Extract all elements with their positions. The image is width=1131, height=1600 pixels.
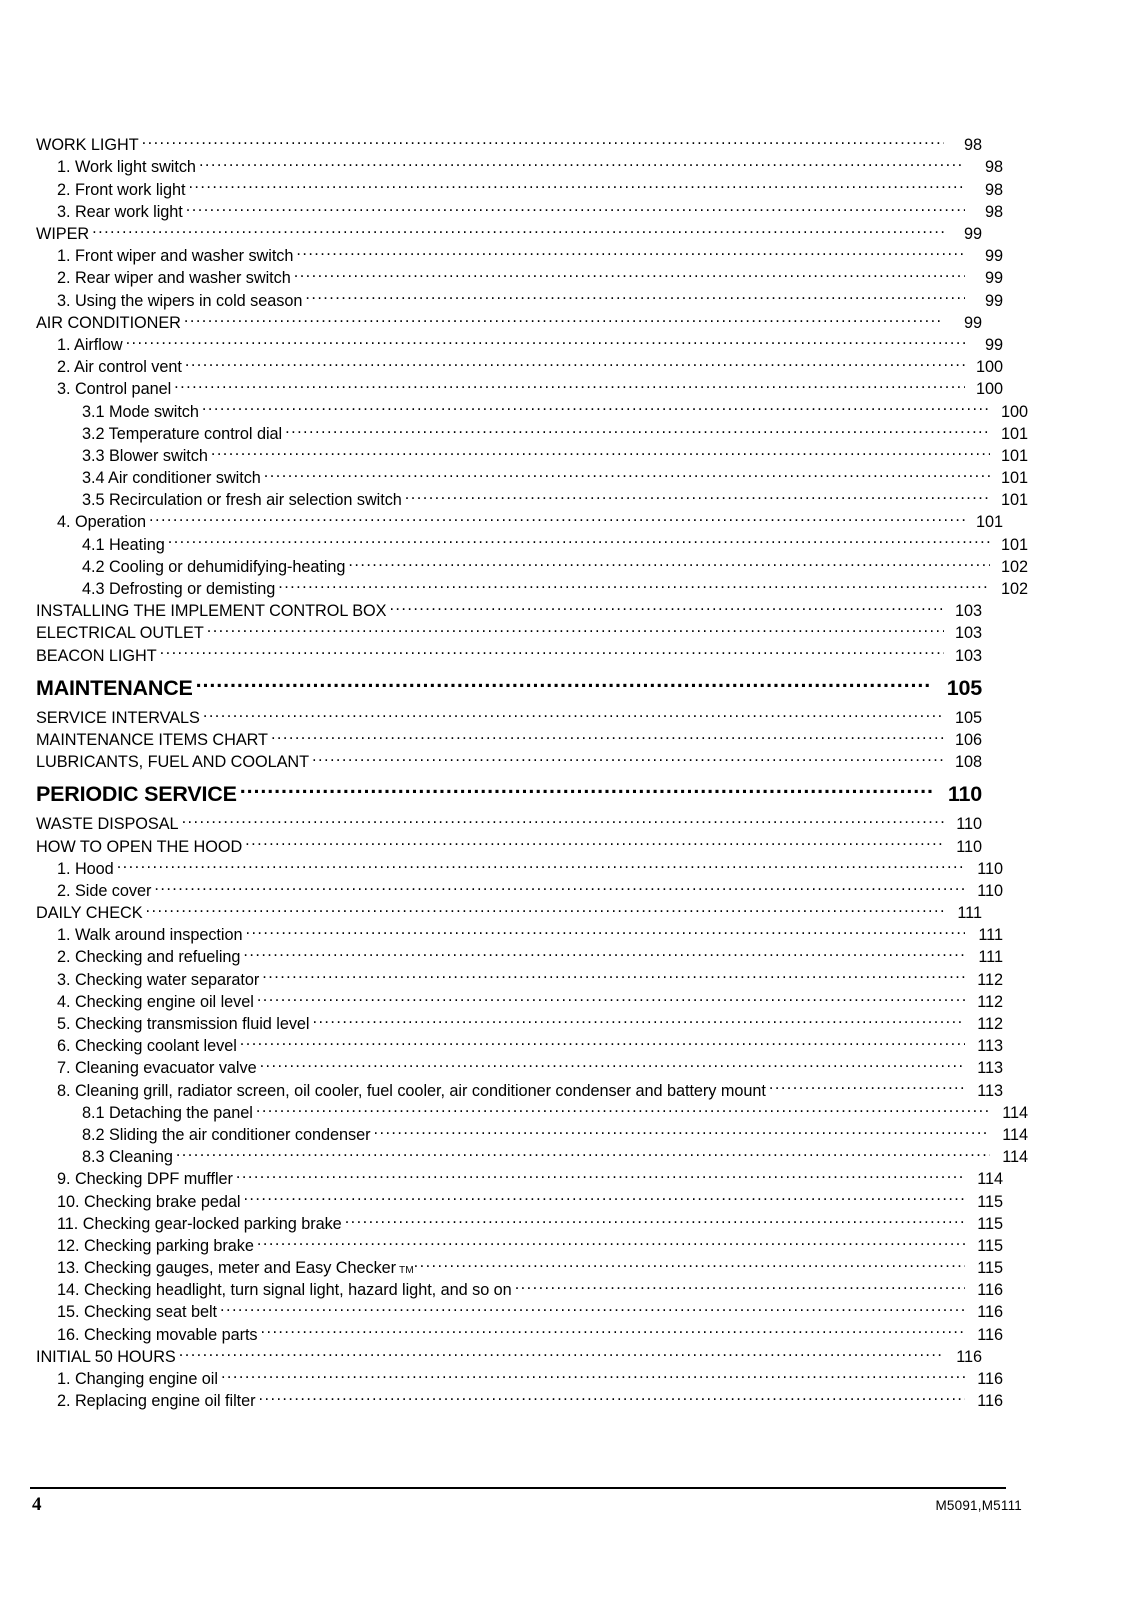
- toc-dot-leader: [515, 1279, 965, 1295]
- toc-entry-row[interactable]: [36, 644, 982, 666]
- toc-dot-leader: [236, 1168, 965, 1184]
- toc-entry-label: BEACON LIGHT: [36, 646, 157, 665]
- toc-entry-row[interactable]: [36, 1190, 1003, 1212]
- toc-entry-label: 2. Front work light: [57, 180, 186, 199]
- toc-entry-row[interactable]: [36, 422, 1028, 444]
- toc-entry-page-number: 111: [957, 904, 982, 923]
- toc-dot-leader: [389, 600, 944, 616]
- toc-entry-row[interactable]: [36, 201, 1003, 223]
- toc-entry-label: 1. Airflow: [57, 335, 123, 354]
- toc-entry-page-number: 99: [984, 335, 1003, 354]
- toc-dot-leader: [257, 1235, 965, 1251]
- toc-entry-page-number: 115: [977, 1236, 1003, 1255]
- toc-entry-label: 8.1 Detaching the panel: [82, 1103, 253, 1122]
- toc-entry-label: 13. Checking gauges, meter and Easy Checker: [57, 1259, 397, 1278]
- toc-dot-leader: [262, 968, 965, 984]
- toc-entry-page-number: 103: [954, 646, 982, 665]
- toc-entry-page-number: 100: [1000, 402, 1028, 421]
- toc-entry-page-number: 114: [1002, 1148, 1028, 1167]
- toc-entry-page-number: 116: [977, 1303, 1003, 1322]
- toc-dot-leader: [207, 622, 944, 638]
- toc-entry-row[interactable]: [36, 1168, 1003, 1190]
- toc-entry-row[interactable]: [36, 334, 1003, 356]
- toc-dot-leader: [294, 267, 965, 283]
- toc-entry-label: LUBRICANTS, FUEL AND COOLANT: [36, 753, 310, 772]
- toc-entry-label: 3. Control panel: [57, 380, 172, 399]
- toc-entry-page-number: 114: [1002, 1125, 1028, 1144]
- footer-page-number: 4: [32, 1494, 42, 1515]
- toc-entry-page-number: 98: [984, 158, 1003, 177]
- toc-entry-label: 5. Checking transmission fluid level: [57, 1015, 310, 1034]
- toc-dot-leader: [245, 835, 944, 851]
- toc-dot-leader: [211, 445, 990, 461]
- toc-entry-row[interactable]: [36, 312, 982, 334]
- toc-entry-label: WASTE DISPOSAL: [36, 815, 179, 834]
- toc-entry-label: 8.2 Sliding the air conditioner condenser: [82, 1125, 371, 1144]
- toc-entry-row[interactable]: [36, 1346, 982, 1368]
- toc-entry-page-number: 103: [954, 624, 982, 643]
- toc-entry-row[interactable]: [36, 880, 1003, 902]
- toc-entry-label: ELECTRICAL OUTLET: [36, 624, 204, 643]
- toc-dot-leader: [196, 673, 932, 695]
- toc-dot-leader: [202, 400, 990, 416]
- toc-dot-leader: [92, 223, 944, 239]
- toc-entry-label: 12. Checking parking brake: [57, 1236, 254, 1255]
- toc-entry-row[interactable]: [36, 1301, 1003, 1323]
- toc-dot-leader: [285, 422, 990, 438]
- toc-entry-row[interactable]: [36, 178, 1003, 200]
- toc-entry-row[interactable]: [36, 1079, 1003, 1101]
- toc-entry-page-number: 111: [978, 926, 1003, 945]
- toc-entry-label: 16. Checking movable parts: [57, 1325, 258, 1344]
- toc-dot-leader: [203, 707, 944, 723]
- toc-entry-label: SERVICE INTERVALS: [36, 708, 200, 727]
- toc-entry-page-number: 105: [946, 675, 982, 700]
- toc-dot-leader: [414, 1257, 965, 1273]
- toc-entry-label: 9. Checking DPF muffler: [57, 1170, 233, 1189]
- toc-entry-row[interactable]: 13. Checking gauges, meter and Easy Checker TM ..... 115: [36, 1257, 1003, 1279]
- toc-entry-row[interactable]: [36, 1057, 1003, 1079]
- toc-dot-leader: [257, 991, 965, 1007]
- toc-entry-label: 7. Cleaning evacuator valve: [57, 1059, 257, 1078]
- toc-entry-label: DAILY CHECK: [36, 904, 143, 923]
- toc-entry-page-number: 108: [954, 753, 982, 772]
- toc-chapter-row[interactable]: [36, 673, 982, 703]
- toc-entry-page-number: 116: [956, 1347, 982, 1366]
- toc-entry-page-number: 110: [956, 837, 982, 856]
- toc-entry-page-number: 110: [977, 859, 1003, 878]
- toc-entry-label: 2. Replacing engine oil filter: [57, 1392, 256, 1411]
- toc-dot-leader: [260, 1057, 965, 1073]
- toc-entry-page-number: 116: [977, 1281, 1003, 1300]
- toc-entry-row[interactable]: [36, 356, 1003, 378]
- toc-entry-label: 3.5 Recirculation or fresh air selection switch: [82, 491, 402, 510]
- toc-entry-page-number: 114: [977, 1170, 1003, 1189]
- toc-entry-page-number: 116: [977, 1370, 1003, 1389]
- toc-entry-page-number: 100: [975, 380, 1003, 399]
- toc-entry-label: WORK LIGHT: [36, 136, 139, 155]
- toc-entry-page-number: 101: [1000, 469, 1028, 488]
- toc-entry-label: 10. Checking brake pedal: [57, 1192, 241, 1211]
- toc-entry-page-number: 102: [1000, 580, 1028, 599]
- toc-dot-leader: [259, 1390, 965, 1406]
- toc-entry-page-number: 110: [947, 782, 982, 807]
- toc-dot-leader: [146, 902, 944, 918]
- toc-dot-leader: [296, 245, 965, 261]
- toc-dot-leader: [405, 489, 990, 505]
- toc-entry-label: 15. Checking seat belt: [57, 1303, 218, 1322]
- toc-entry-row[interactable]: [36, 267, 1003, 289]
- toc-entry-row[interactable]: [36, 489, 1028, 511]
- toc-entry-page-number: 101: [975, 513, 1003, 532]
- toc-dot-leader: [245, 924, 965, 940]
- toc-entry-page-number: 113: [977, 1037, 1003, 1056]
- toc-entry-page-number: 114: [1002, 1103, 1028, 1122]
- toc-entry-label: 4.2 Cooling or dehumidifying-heating: [82, 557, 346, 576]
- toc-entry-label: 4. Operation: [57, 513, 147, 532]
- toc-dot-leader: [126, 334, 965, 350]
- toc-entry-row[interactable]: [36, 400, 1028, 422]
- toc-entry-row[interactable]: [36, 1124, 1028, 1146]
- toc-dot-leader: [199, 156, 965, 172]
- toc-entry-label: 3.2 Temperature control dial: [82, 424, 283, 443]
- toc-entry-page-number: 99: [984, 269, 1003, 288]
- toc-entry-page-number: 99: [984, 247, 1003, 266]
- toc-entry-page-number: 101: [1000, 491, 1028, 510]
- toc-dot-leader: [345, 1212, 965, 1228]
- toc-entry-page-number: 112: [977, 970, 1003, 989]
- toc-entry-page-number: 115: [977, 1192, 1003, 1211]
- toc-entry-row[interactable]: [36, 289, 1003, 311]
- toc-entry-page-number: 99: [984, 291, 1003, 310]
- toc-dot-leader: [256, 1102, 990, 1118]
- toc-entry-row[interactable]: [36, 533, 1028, 555]
- toc-dot-leader: [176, 1146, 990, 1162]
- toc-entry-label: 14. Checking headlight, turn signal light, hazard light, and so on: [57, 1281, 512, 1300]
- toc-dot-leader: [264, 467, 990, 483]
- toc-entry-row[interactable]: [36, 707, 982, 729]
- toc-entry-page-number: 99: [963, 225, 982, 244]
- toc-entry-label: 2. Rear wiper and washer switch: [57, 269, 291, 288]
- toc-dot-leader: [168, 533, 990, 549]
- toc-entry-row[interactable]: [36, 223, 982, 245]
- toc-dot-leader: [769, 1079, 965, 1095]
- toc-entry-row[interactable]: [36, 946, 1003, 968]
- toc-dot-leader: [240, 1035, 965, 1051]
- toc-entry-label: INSTALLING THE IMPLEMENT CONTROL BOX: [36, 602, 387, 621]
- toc-dot-leader: [179, 1346, 944, 1362]
- toc-entry-page-number: 101: [1000, 535, 1028, 554]
- toc-entry-row[interactable]: [36, 134, 982, 156]
- toc-entry-row[interactable]: [36, 1212, 1003, 1234]
- toc-entry-page-number: 98: [963, 136, 982, 155]
- toc-dot-leader: [243, 946, 965, 962]
- toc-entry-row[interactable]: [36, 156, 1003, 178]
- toc-dot-leader: [184, 312, 944, 328]
- toc-entry-label: 1. Changing engine oil: [57, 1370, 218, 1389]
- toc-entry-row[interactable]: [36, 835, 982, 857]
- toc-entry-label: WIPER: [36, 225, 90, 244]
- toc-entry-label: 3. Rear work light: [57, 202, 183, 221]
- toc-dot-leader: [160, 644, 944, 660]
- footer-divider: [30, 1487, 1006, 1489]
- toc-entry-page-number: 110: [956, 815, 982, 834]
- toc-entry-page-number: 116: [977, 1392, 1003, 1411]
- toc-entry-page-number: 116: [977, 1325, 1003, 1344]
- toc-entry-label: MAINTENANCE: [36, 675, 193, 700]
- toc-dot-leader: [278, 578, 990, 594]
- toc-entry-label: 1. Work light switch: [57, 158, 196, 177]
- toc-entry-page-number: 113: [977, 1059, 1003, 1078]
- toc-entry-label: 3.1 Mode switch: [82, 402, 199, 421]
- toc-entry-row[interactable]: [36, 1368, 1003, 1390]
- toc-entry-label: 1. Walk around inspection: [57, 926, 243, 945]
- toc-entry-row[interactable]: [36, 968, 1003, 990]
- toc-dot-leader: [243, 1190, 965, 1206]
- toc-entry-page-number: 112: [977, 1015, 1003, 1034]
- toc-entry-label: 3.4 Air conditioner switch: [82, 469, 261, 488]
- table-of-contents: [36, 134, 1028, 1412]
- toc-entry-row[interactable]: [36, 1013, 1003, 1035]
- toc-entry-page-number: 115: [977, 1259, 1003, 1278]
- toc-entry-row[interactable]: [36, 1102, 1028, 1124]
- toc-entry-label: 3. Checking water separator: [57, 970, 260, 989]
- toc-entry-page-number: 111: [978, 948, 1003, 967]
- toc-entry-row[interactable]: [36, 857, 1003, 879]
- toc-entry-row[interactable]: [36, 556, 1028, 578]
- toc-entry-label: PERIODIC SERVICE: [36, 782, 237, 807]
- toc-entry-page-number: 105: [954, 708, 982, 727]
- toc-entry-label: 4. Checking engine oil level: [57, 992, 254, 1011]
- toc-entry-label: 3.3 Blower switch: [82, 446, 208, 465]
- toc-dot-leader: [271, 729, 944, 745]
- toc-entry-row[interactable]: [36, 1235, 1003, 1257]
- toc-entry-label: 1. Front wiper and washer switch: [57, 247, 294, 266]
- toc-entry-page-number: 100: [975, 358, 1003, 377]
- toc-entry-row[interactable]: [36, 902, 982, 924]
- toc-dot-leader: [154, 880, 965, 896]
- toc-entry-page-number: 115: [977, 1214, 1003, 1233]
- toc-entry-page-number: 102: [1000, 557, 1028, 576]
- toc-entry-label: 6. Checking coolant level: [57, 1037, 237, 1056]
- toc-entry-page-number: 113: [977, 1081, 1003, 1100]
- toc-entry-row[interactable]: [36, 1035, 1003, 1057]
- toc-entry-page-number: 98: [984, 202, 1003, 221]
- toc-dot-leader: [149, 511, 965, 527]
- toc-entry-label: 4.1 Heating: [82, 535, 165, 554]
- toc-entry-row[interactable]: [36, 1279, 1003, 1301]
- toc-dot-leader: [221, 1368, 965, 1384]
- toc-entry-page-number: 98: [984, 180, 1003, 199]
- toc-dot-leader: [117, 857, 965, 873]
- toc-entry-row[interactable]: [36, 991, 1003, 1013]
- toc-dot-leader: [188, 178, 965, 194]
- toc-entry-label: MAINTENANCE ITEMS CHART: [36, 730, 268, 749]
- toc-dot-leader: [305, 289, 965, 305]
- toc-dot-leader: [185, 356, 965, 372]
- toc-entry-label: 2. Air control vent: [57, 358, 182, 377]
- toc-dot-leader: [374, 1124, 991, 1140]
- toc-entry-page-number: 106: [954, 730, 982, 749]
- toc-entry-page-number: 99: [963, 313, 982, 332]
- toc-entry-page-number: 101: [1000, 446, 1028, 465]
- toc-entry-label: 8.3 Cleaning: [82, 1148, 173, 1167]
- toc-entry-row[interactable]: [36, 467, 1028, 489]
- toc-dot-leader: [174, 378, 965, 394]
- toc-entry-row[interactable]: [36, 600, 982, 622]
- toc-entry-row[interactable]: [36, 578, 1028, 600]
- footer-document-code: M5091,M5111: [935, 1498, 1022, 1513]
- toc-dot-leader: [186, 201, 965, 217]
- toc-entry-row[interactable]: [36, 729, 982, 751]
- toc-entry-label: 3. Using the wipers in cold season: [57, 291, 303, 310]
- toc-entry-label: 2. Side cover: [57, 881, 152, 900]
- toc-entry-label: 4.3 Defrosting or demisting: [82, 580, 276, 599]
- toc-entry-page-number: 112: [977, 992, 1003, 1011]
- toc-entry-row[interactable]: [36, 1390, 1003, 1412]
- toc-entry-page-number: 101: [1000, 424, 1028, 443]
- toc-dot-leader: [261, 1323, 965, 1339]
- toc-dot-leader: [348, 556, 990, 572]
- toc-entry-label: AIR CONDITIONER: [36, 313, 181, 332]
- toc-dot-leader: [182, 813, 944, 829]
- toc-entry-label: 11. Checking gear-locked parking brake: [57, 1214, 342, 1233]
- toc-dot-leader: [312, 1013, 965, 1029]
- toc-entry-label: HOW TO OPEN THE HOOD: [36, 837, 243, 856]
- toc-entry-label: 2. Checking and refueling: [57, 948, 241, 967]
- toc-dot-leader: [220, 1301, 965, 1317]
- toc-entry-row[interactable]: [36, 751, 982, 773]
- toc-entry-label: 8. Cleaning grill, radiator screen, oil cooler, fuel cooler, air conditioner condenser and battery mount: [57, 1081, 766, 1100]
- toc-entry-row[interactable]: [36, 511, 1003, 533]
- toc-entry-page-number: 103: [954, 602, 982, 621]
- toc-entry-row[interactable]: [36, 622, 982, 644]
- toc-entry-row[interactable]: [36, 1146, 1028, 1168]
- toc-entry-row[interactable]: [36, 445, 1028, 467]
- toc-dot-leader: [142, 134, 944, 150]
- toc-dot-leader: [312, 751, 944, 767]
- toc-dot-leader: [240, 780, 932, 802]
- toc-entry-row[interactable]: [36, 378, 1003, 400]
- toc-entry-row[interactable]: [36, 813, 982, 835]
- toc-entry-label: 1. Hood: [57, 859, 114, 878]
- toc-entry-page-number: 110: [977, 881, 1003, 900]
- toc-entry-row[interactable]: [36, 1323, 1003, 1345]
- toc-entry-row[interactable]: [36, 924, 1003, 946]
- toc-entry-label: INITIAL 50 HOURS: [36, 1347, 176, 1366]
- toc-chapter-row[interactable]: [36, 779, 982, 809]
- toc-entry-row[interactable]: [36, 245, 1003, 267]
